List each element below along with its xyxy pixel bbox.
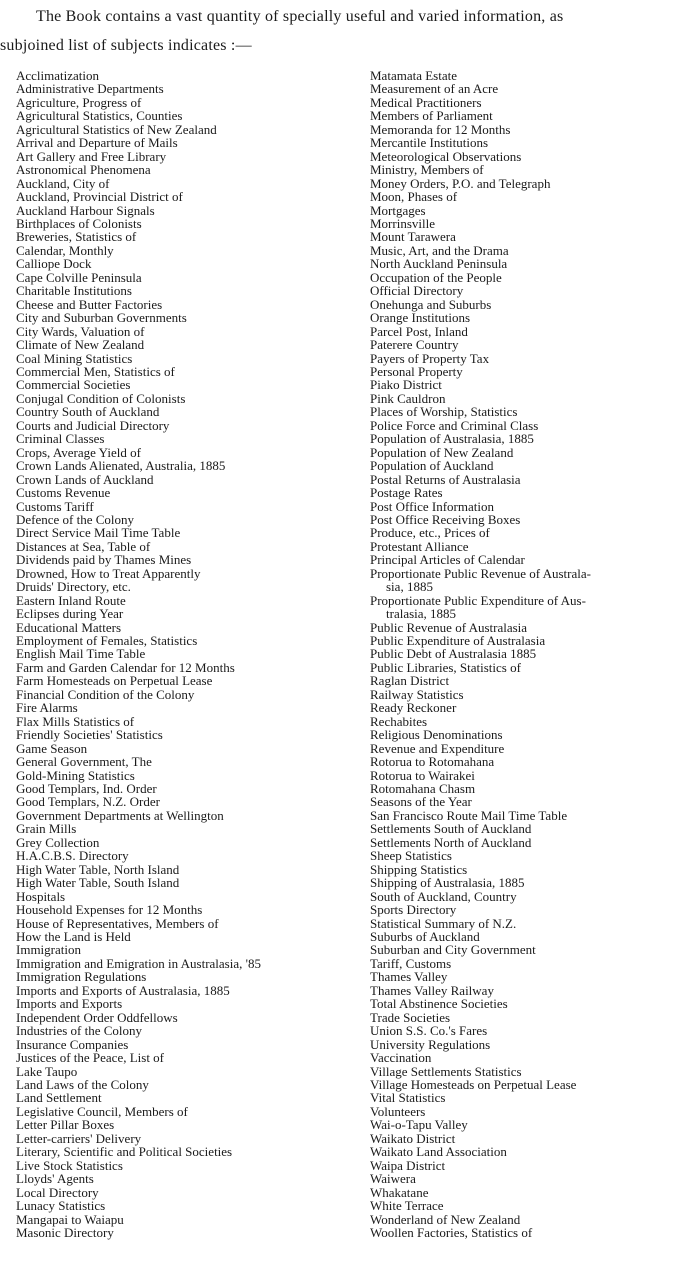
subject-list-item: Population of Australasia, 1885 bbox=[370, 431, 534, 447]
subject-list-item: Vital Statistics bbox=[370, 1090, 446, 1106]
subject-list-item: Legislative Council, Members of bbox=[16, 1103, 188, 1119]
intro-line-1: The Book contains a vast quantity of specially useful and varied information, as bbox=[36, 8, 564, 25]
subject-list-item: Waikato District bbox=[370, 1130, 456, 1146]
subject-list-item: Eclipses during Year bbox=[16, 606, 124, 622]
subject-list-item: Waikato Land Association bbox=[370, 1144, 507, 1160]
subject-list-item: Astronomical Phenomena bbox=[16, 162, 151, 178]
subject-list-item: Ready Reckoner bbox=[370, 700, 457, 716]
subject-list-item: Mangapai to Waiapu bbox=[16, 1211, 124, 1227]
subject-list-item: Local Directory bbox=[16, 1184, 99, 1200]
subject-list-item: Birthplaces of Colonists bbox=[16, 215, 142, 231]
subject-list-item: Customs Tariff bbox=[16, 498, 94, 514]
subject-list-item: City and Suburban Governments bbox=[16, 310, 187, 326]
subject-list-item: Defence of the Colony bbox=[16, 511, 135, 527]
subject-list-item: Calendar, Monthly bbox=[16, 242, 114, 258]
subject-list-item: Vaccination bbox=[370, 1050, 432, 1066]
subject-list-item: Lloyds' Agents bbox=[16, 1171, 94, 1187]
subject-list-item: Waipa District bbox=[370, 1157, 446, 1173]
subject-list-item: Immigration Regulations bbox=[16, 969, 147, 985]
subject-list-item: Mount Tarawera bbox=[370, 229, 456, 245]
subject-list-item: Money Orders, P.O. and Telegraph bbox=[370, 175, 551, 191]
subject-list-item: Post Office Receiving Boxes bbox=[370, 511, 521, 527]
subject-list-item: Parcel Post, Inland bbox=[370, 323, 468, 339]
subject-list-item: Woollen Factories, Statistics of bbox=[370, 1224, 533, 1240]
subject-list-item: Courts and Judicial Directory bbox=[16, 417, 170, 433]
subject-list-item: Country South of Auckland bbox=[16, 404, 160, 420]
subject-list-item: Conjugal Condition of Colonists bbox=[16, 390, 186, 406]
subject-list-item: Agricultural Statistics of New Zealand bbox=[16, 121, 217, 137]
subject-list-item: Arrival and Departure of Mails bbox=[16, 135, 178, 151]
subject-list-item: Paterere Country bbox=[370, 337, 459, 353]
subject-list-item: Moon, Phases of bbox=[370, 189, 458, 205]
subject-list-item: Administrative Departments bbox=[16, 81, 164, 97]
subject-list-item: University Regulations bbox=[370, 1036, 491, 1052]
subject-list-item: Post Office Information bbox=[370, 498, 494, 514]
subject-list-item: Measurement of an Acre bbox=[370, 81, 499, 97]
subject-list-item: City Wards, Valuation of bbox=[16, 323, 145, 339]
subject-list-item: Revenue and Expenditure bbox=[370, 740, 505, 756]
subject-list-item: Population of New Zealand bbox=[370, 444, 514, 460]
subject-list-item: Crops, Average Yield of bbox=[16, 444, 141, 460]
subject-list-item: Letter Pillar Boxes bbox=[16, 1117, 115, 1133]
subject-list-item: Volunteers bbox=[370, 1103, 426, 1119]
subject-list-item: Wonderland of New Zealand bbox=[370, 1211, 521, 1227]
subject-list-item: Breweries, Statistics of bbox=[16, 229, 137, 245]
subject-list-item: Members of Parliament bbox=[370, 108, 493, 124]
subject-list-item: Postage Rates bbox=[370, 485, 443, 501]
subject-list-item: Imports and Exports of Australasia, 1885 bbox=[16, 982, 230, 998]
subject-list-item: Mercantile Institutions bbox=[370, 135, 489, 151]
subject-list-item: Thames Valley bbox=[370, 969, 448, 985]
subject-list-item: High Water Table, South Island bbox=[16, 875, 180, 891]
subject-list-item: Land Settlement bbox=[16, 1090, 102, 1106]
subject-list-item: Memoranda for 12 Months bbox=[370, 121, 511, 137]
subject-list-item: Auckland Harbour Signals bbox=[16, 202, 155, 218]
subject-list-item: Rotorua to Rotomahana bbox=[370, 754, 495, 770]
subject-list-item: Fire Alarms bbox=[16, 700, 78, 716]
subject-list-item: Educational Matters bbox=[16, 619, 122, 635]
subject-list-item: How the Land is Held bbox=[16, 929, 131, 944]
subject-list-item: Settlements North of Auckland bbox=[370, 834, 532, 850]
subject-list-item: Sports Directory bbox=[370, 902, 457, 918]
subject-list-item: Lunacy Statistics bbox=[16, 1198, 106, 1214]
subject-list-item: Drowned, How to Treat Apparently bbox=[16, 565, 201, 581]
subject-list-item: Customs Revenue bbox=[16, 485, 111, 501]
subject-list-item: Immigration bbox=[16, 942, 81, 958]
subject-list-item: Insurance Companies bbox=[16, 1036, 129, 1052]
subject-list-item: Ministry, Members of bbox=[370, 162, 484, 178]
subject-list-item: Dividends paid by Thames Mines bbox=[16, 552, 192, 568]
subject-list-item: Produce, etc., Prices of bbox=[370, 525, 490, 541]
subject-list-item: Grain Mills bbox=[16, 821, 77, 837]
subject-list-item: Distances at Sea, Table of bbox=[16, 538, 151, 554]
subject-list-item: Orange Institutions bbox=[370, 310, 471, 326]
subject-list-item: Music, Art, and the Drama bbox=[370, 242, 509, 258]
intro-paragraph bbox=[0, 2, 700, 60]
subject-list-item: Charitable Institutions bbox=[16, 283, 132, 299]
subject-list-item: Suburbs of Auckland bbox=[370, 929, 480, 944]
subject-list-item: Independent Order Oddfellows bbox=[16, 1009, 178, 1025]
subject-list-item: House of Representatives, Members of bbox=[16, 915, 219, 931]
subject-list-item: Matamata Estate bbox=[370, 69, 457, 83]
subject-list-item: Rotorua to Wairakei bbox=[370, 767, 475, 783]
subject-list-item: Farm and Garden Calendar for 12 Months bbox=[16, 659, 235, 675]
subject-list-item: Rechabites bbox=[370, 713, 428, 729]
subject-list-item: Religious Denominations bbox=[370, 727, 503, 743]
subject-list-item: Morrinsville bbox=[370, 215, 435, 231]
subject-list-item: Agriculture, Progress of bbox=[16, 94, 142, 110]
subject-list-item: Acclimatization bbox=[16, 68, 100, 83]
subject-list-item: Art Gallery and Free Library bbox=[16, 148, 167, 164]
subject-list-item: Auckland, City of bbox=[16, 175, 110, 191]
subject-list-item: Cape Colville Peninsula bbox=[16, 269, 142, 285]
subject-list-item: Waiwera bbox=[370, 1171, 416, 1187]
subject-list-item: Pink Cauldron bbox=[370, 390, 446, 406]
subject-list-item: Employment of Females, Statistics bbox=[16, 633, 198, 649]
subject-list-item: Public Debt of Australasia 1885 bbox=[370, 646, 537, 662]
subject-list-item: Population of Auckland bbox=[370, 458, 494, 474]
subject-list-item: H.A.C.B.S. Directory bbox=[16, 848, 129, 864]
subject-list-item: North Auckland Peninsula bbox=[370, 256, 508, 272]
intro-line-2: subjoined list of subjects indicates :— bbox=[0, 37, 252, 54]
subject-list-item: Justices of the Peace, List of bbox=[16, 1050, 165, 1066]
subject-list-item: Government Departments at Wellington bbox=[16, 807, 224, 823]
subject-list-item: English Mail Time Table bbox=[16, 646, 146, 662]
subject-list-item: Flax Mills Statistics of bbox=[16, 713, 135, 729]
subject-list-item: Live Stock Statistics bbox=[16, 1157, 123, 1173]
subject-list-item: Union S.S. Co.'s Fares bbox=[370, 1023, 488, 1039]
subject-list-item: Climate of New Zealand bbox=[16, 337, 145, 353]
subject-list-item: High Water Table, North Island bbox=[16, 861, 180, 877]
subject-list-item: Masonic Directory bbox=[16, 1224, 114, 1240]
subject-list-item: Shipping Statistics bbox=[370, 861, 468, 877]
subject-list-item: Immigration and Emigration in Australasia, '85 bbox=[16, 955, 261, 971]
subject-list-item: Personal Property bbox=[370, 363, 463, 379]
subject-list-item: Coal Mining Statistics bbox=[16, 350, 133, 366]
subject-list-item: Lake Taupo bbox=[16, 1063, 78, 1079]
subject-list-item: Suburban and City Government bbox=[370, 942, 536, 958]
subject-list-item: Wai-o-Tapu Valley bbox=[370, 1117, 468, 1133]
subject-list-item: Crown Lands of Auckland bbox=[16, 471, 154, 487]
subject-list-item: Land Laws of the Colony bbox=[16, 1076, 149, 1092]
subject-list-right-column bbox=[370, 69, 700, 1239]
subject-list-item: Industries of the Colony bbox=[16, 1023, 143, 1039]
subject-list-item: Piako District bbox=[370, 377, 442, 393]
subject-list-item: Gold-Mining Statistics bbox=[16, 767, 135, 783]
subject-list-item: San Francisco Route Mail Time Table bbox=[370, 807, 568, 823]
subject-list-item: Crown Lands Alienated, Australia, 1885 bbox=[16, 458, 226, 474]
subject-list-item: Household Expenses for 12 Months bbox=[16, 902, 203, 918]
subject-list-item: Friendly Societies' Statistics bbox=[16, 727, 163, 743]
subject-list-item: Direct Service Mail Time Table bbox=[16, 525, 181, 541]
subject-list-item: Cheese and Butter Factories bbox=[16, 296, 163, 312]
subject-list-item: Village Homesteads on Perpetual Lease bbox=[370, 1076, 577, 1092]
subject-list-item: Principal Articles of Calendar bbox=[370, 552, 525, 568]
subject-list-item: Agricultural Statistics, Counties bbox=[16, 108, 183, 124]
subject-list-item: Literary, Scientific and Political Societies bbox=[16, 1144, 233, 1160]
subject-list-item: Eastern Inland Route bbox=[16, 592, 126, 608]
subject-list-item: Public Revenue of Australasia bbox=[370, 619, 528, 635]
subject-list-item: Letter-carriers' Delivery bbox=[16, 1130, 142, 1146]
subject-list-item: Mortgages bbox=[370, 202, 426, 218]
subject-list-item: tralasia, 1885 bbox=[386, 606, 457, 622]
subject-list-item: Tariff, Customs bbox=[370, 955, 452, 971]
subject-list-item: Proportionate Public Expenditure of Aus- bbox=[370, 592, 586, 608]
subject-list-item: Statistical Summary of N.Z. bbox=[370, 915, 517, 931]
subject-list-item: Criminal Classes bbox=[16, 431, 105, 447]
subject-list-item: Financial Condition of the Colony bbox=[16, 686, 195, 702]
subject-list-item: Meteorological Observations bbox=[370, 148, 522, 164]
subject-list-item: Auckland, Provincial District of bbox=[16, 189, 183, 205]
subject-list-item: Postal Returns of Australasia bbox=[370, 471, 521, 487]
subject-list-item: Rotomahana Chasm bbox=[370, 781, 476, 797]
subject-list-item: Medical Practitioners bbox=[370, 94, 482, 110]
subject-list-item: Police Force and Criminal Class bbox=[370, 417, 539, 433]
subject-list-item: Game Season bbox=[16, 740, 88, 756]
subject-list-item: Protestant Alliance bbox=[370, 538, 469, 554]
subject-list-item: Seasons of the Year bbox=[370, 794, 472, 810]
subject-list-item: Trade Societies bbox=[370, 1009, 451, 1025]
subject-list-item: Proportionate Public Revenue of Australa- bbox=[370, 565, 591, 581]
subject-list-item: Raglan District bbox=[370, 673, 450, 689]
subject-list-item: Whakatane bbox=[370, 1184, 429, 1200]
subject-list-item: Village Settlements Statistics bbox=[370, 1063, 522, 1079]
subject-list-item: Druids' Directory, etc. bbox=[16, 579, 131, 595]
subject-list-item: Commercial Societies bbox=[16, 377, 131, 393]
subject-list-item: Settlements South of Auckland bbox=[370, 821, 532, 837]
subject-list-item: Railway Statistics bbox=[370, 686, 464, 702]
subject-list-item: Imports and Exports bbox=[16, 996, 123, 1012]
subject-list-item: Public Libraries, Statistics of bbox=[370, 659, 521, 675]
subject-list-item: Sheep Statistics bbox=[370, 848, 452, 864]
subject-list-item: Grey Collection bbox=[16, 834, 100, 850]
subject-list-item: Hospitals bbox=[16, 888, 66, 904]
subject-list-item: Places of Worship, Statistics bbox=[370, 404, 518, 420]
subject-list-item: Total Abstinence Societies bbox=[370, 996, 508, 1012]
subject-list-item: Shipping of Australasia, 1885 bbox=[370, 875, 525, 891]
subject-list-item: Calliope Dock bbox=[16, 256, 92, 272]
subject-list-item: Commercial Men, Statistics of bbox=[16, 363, 175, 379]
subject-list-item: Good Templars, Ind. Order bbox=[16, 781, 157, 797]
subject-list-left-column bbox=[16, 69, 361, 1239]
subject-list-item: General Government, The bbox=[16, 754, 152, 770]
subject-list-item: sia, 1885 bbox=[386, 579, 433, 595]
subject-list-item: Official Directory bbox=[370, 283, 464, 299]
subject-list-item: Thames Valley Railway bbox=[370, 982, 494, 998]
subject-list-item: White Terrace bbox=[370, 1198, 444, 1214]
subject-list-item: Public Expenditure of Australasia bbox=[370, 633, 546, 649]
subject-list-item: Good Templars, N.Z. Order bbox=[16, 794, 160, 810]
subject-list-item: Onehunga and Suburbs bbox=[370, 296, 492, 312]
subject-list-item: Payers of Property Tax bbox=[370, 350, 490, 366]
subject-list-item: South of Auckland, Country bbox=[370, 888, 517, 904]
subject-list-item: Farm Homesteads on Perpetual Lease bbox=[16, 673, 213, 689]
subject-list-item: Occupation of the People bbox=[370, 269, 502, 285]
